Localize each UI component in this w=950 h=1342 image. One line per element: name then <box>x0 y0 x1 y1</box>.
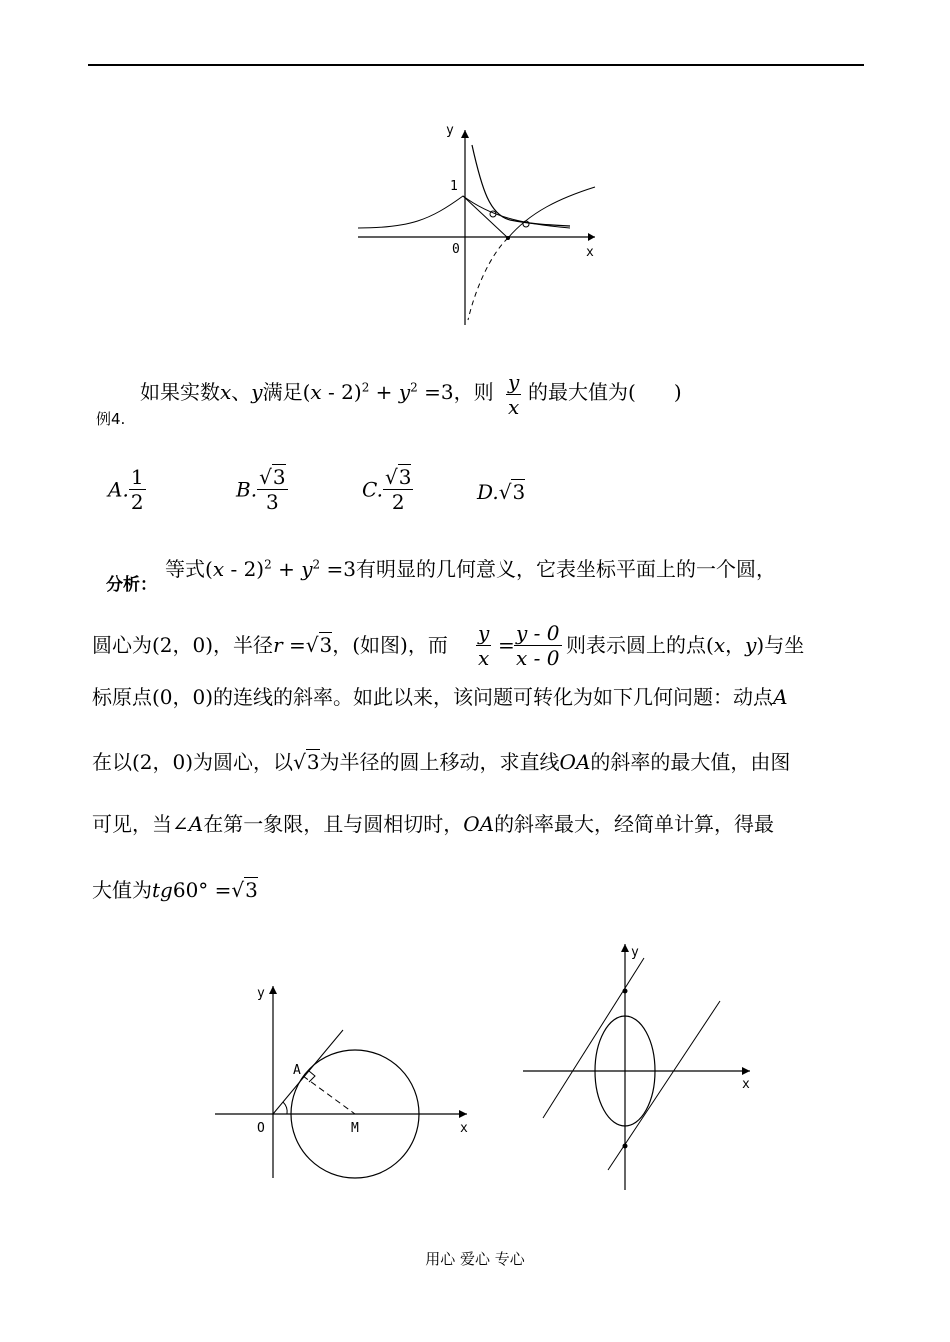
point-a-label: A <box>293 1063 301 1078</box>
y-axis-arrow <box>621 944 629 952</box>
option-b: B. $\frac{√3}{3}$ <box>236 465 286 514</box>
y-axis-arrow <box>269 986 277 994</box>
question-text: 如果实数x、y满足$(x - 2)^2 + y^2 =3$，则 <box>140 380 494 404</box>
x-axis-arrow <box>459 1110 467 1118</box>
center-label: M <box>351 1121 359 1136</box>
header-rule <box>88 64 864 66</box>
origin-label: O <box>257 1121 265 1136</box>
analysis-label: 分析： <box>106 575 157 595</box>
example-number: 例4. <box>96 410 126 428</box>
right-angle-mark <box>309 1071 315 1082</box>
intercept-point <box>623 1144 628 1149</box>
analysis-fraction-2: $\frac{y - 0}{x - 0}$ <box>516 621 560 670</box>
figure-ellipse-lines <box>518 938 763 1194</box>
y-label: y <box>631 945 639 960</box>
analysis-line-6: 大值为tg60° =√3 <box>92 878 258 902</box>
abs-curve <box>463 187 595 238</box>
analysis-fraction-1: $\frac{y}{x}$ <box>478 621 490 670</box>
x-label: x <box>460 1121 468 1136</box>
intersect-point <box>506 236 510 240</box>
y-label: y <box>257 986 265 1001</box>
hyperbola-solid <box>472 145 570 226</box>
analysis-line-3: 标原点(0，0)的连线的斜率。如此以来，该问题可转化为如下几何问题：动点A <box>92 685 788 709</box>
analysis-line-1: 等式$(x - 2)^2 + y^2 =3$有明显的几何意义，它表坐标平面上的一个圆， <box>165 557 777 581</box>
figure-curves <box>350 120 610 330</box>
analysis-line-2: 圆心为(2，0)，半径r =√3，(如图)，而 <box>92 633 448 657</box>
angle-arc <box>283 1102 287 1114</box>
x-label: x <box>586 245 594 260</box>
analysis-line-5: 可见，当∠A在第一象限，且与圆相切时，OA的斜率最大，经简单计算，得最 <box>92 812 775 836</box>
analysis-line-4: 在以(2，0)为圆心，以√3为半径的圆上移动，求直线OA的斜率的最大值，由图 <box>92 750 791 774</box>
x-axis-arrow <box>742 1067 750 1075</box>
x-label: x <box>742 1077 750 1092</box>
y-label: y <box>446 123 454 138</box>
hyperbola-dashed <box>468 238 508 320</box>
option-d: D.√3 <box>477 480 526 504</box>
upper-tangent-line <box>543 958 644 1118</box>
radius-am <box>303 1076 355 1114</box>
figure-circle-tangent <box>205 980 485 1185</box>
option-c: C. $\frac{√3}{2}$ <box>362 465 412 514</box>
page-footer: 用心 爱心 专心 <box>425 1250 525 1268</box>
analysis-line-2-tail: 则表示圆上的点(x，y)与坐 <box>566 633 805 657</box>
tangent-line-oa <box>273 1030 343 1114</box>
origin-label: 0 <box>452 242 460 257</box>
question-fraction: $\frac{y}{x}$ <box>508 370 520 419</box>
y-axis-arrow <box>461 130 469 138</box>
question-tail: 的最大值为( ) <box>528 380 682 404</box>
option-a: A. $\frac{1}{2}$ <box>108 465 144 514</box>
x-axis-arrow <box>588 233 595 241</box>
intercept-point <box>623 989 628 994</box>
analysis-equals: = <box>498 633 515 657</box>
one-label: 1 <box>450 179 458 194</box>
